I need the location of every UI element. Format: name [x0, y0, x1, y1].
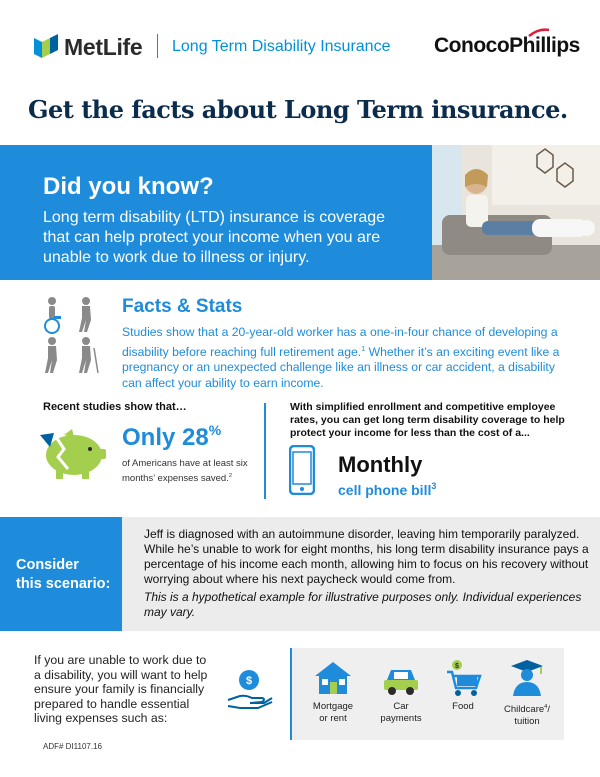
facts-text: Studies show that a 20-year-old worker has a one-in-four chance of developing a disability before reaching full retirement age.$^1$ Whether it’s an exciting event like a pregnancy or an unexpected challenge like an illness or car accident, a disability can affect your ability to earn income. [122, 325, 560, 390]
did-you-know-text: Long term disability (LTD) insurance is coverage that can help protect your income when you are unable to work due to illness or injury. [43, 209, 386, 266]
expense-mortgage [298, 658, 368, 725]
document-code: ADF# DI1107.16 [43, 742, 102, 751]
cell-phone-bill-label: cell phone bill$^3$ [338, 481, 437, 498]
metlife-logo-icon [34, 34, 58, 58]
svg-text:$: $ [455, 663, 459, 670]
injured-woman-photo [432, 145, 600, 280]
scenario-label: Consider this scenario: [16, 557, 111, 592]
facts-title: Facts & Stats [122, 296, 243, 317]
expense-label: Childcare$^4$/ tuition [504, 704, 550, 728]
svg-text:$: $ [245, 675, 253, 687]
scenario-disclaimer: This is a hypothetical example for illustrative purposes only. Individual experiences may vary. [144, 590, 582, 619]
expense-label: Food [452, 701, 474, 712]
statistic-caption: of Americans have at least six months’ expenses saved.$^2$ [122, 458, 248, 485]
page-header [0, 0, 600, 80]
page-title: Get the facts about Long Term insurance. [28, 95, 568, 124]
hand-holding-coin-icon [224, 662, 274, 712]
broken-piggy-bank-icon [34, 425, 108, 481]
conocophillips-wordmark: ConocoPhillips [434, 34, 580, 57]
expenses-panel [290, 648, 564, 740]
studies-heading: Recent studies show that… [43, 401, 187, 413]
house-icon [313, 658, 353, 698]
scenario-label-box [0, 517, 122, 631]
did-you-know-title: Did you know? [43, 173, 214, 200]
grocery-cart-icon [443, 658, 483, 698]
statistic-value: Only 28% [122, 422, 222, 451]
expense-label: Car payments [380, 701, 422, 724]
stats-divider [264, 403, 266, 499]
people-mobility-icons [40, 296, 104, 376]
enrollment-heading: With simplified enrollment and competitive employee rates, you can get long term disability coverage to help protect your income for less than the cost of a... [290, 401, 565, 439]
header-divider [157, 34, 158, 58]
living-expenses-text: If you are unable to work due to a disability, you will want to help ensure your family is financially prepared to handle essential living expenses such as: [34, 653, 208, 725]
graduate-icon [507, 658, 547, 698]
did-you-know-banner [0, 145, 600, 280]
header-title: Long Term Disability Insurance [172, 38, 391, 55]
conocophillips-swoosh-icon [527, 28, 551, 38]
cell-phone-icon [289, 445, 315, 495]
car-icon [381, 658, 421, 698]
expense-childcare [492, 658, 562, 728]
monthly-label: Monthly [338, 452, 423, 477]
expense-label: Mortgage or rent [312, 701, 354, 724]
expense-car [366, 658, 436, 725]
expense-food [428, 658, 498, 713]
metlife-wordmark: MetLife [64, 34, 143, 60]
scenario-body [122, 517, 600, 631]
scenario-text: Jeff is diagnosed with an autoimmune disorder, leaving him temporarily paralyzed. While he’s unable to work for eight months, his long term disability insurance pays a percentage of his income each month, allowing him to focus on his recovery without worrying about where his next paycheck would come from. [144, 527, 589, 586]
